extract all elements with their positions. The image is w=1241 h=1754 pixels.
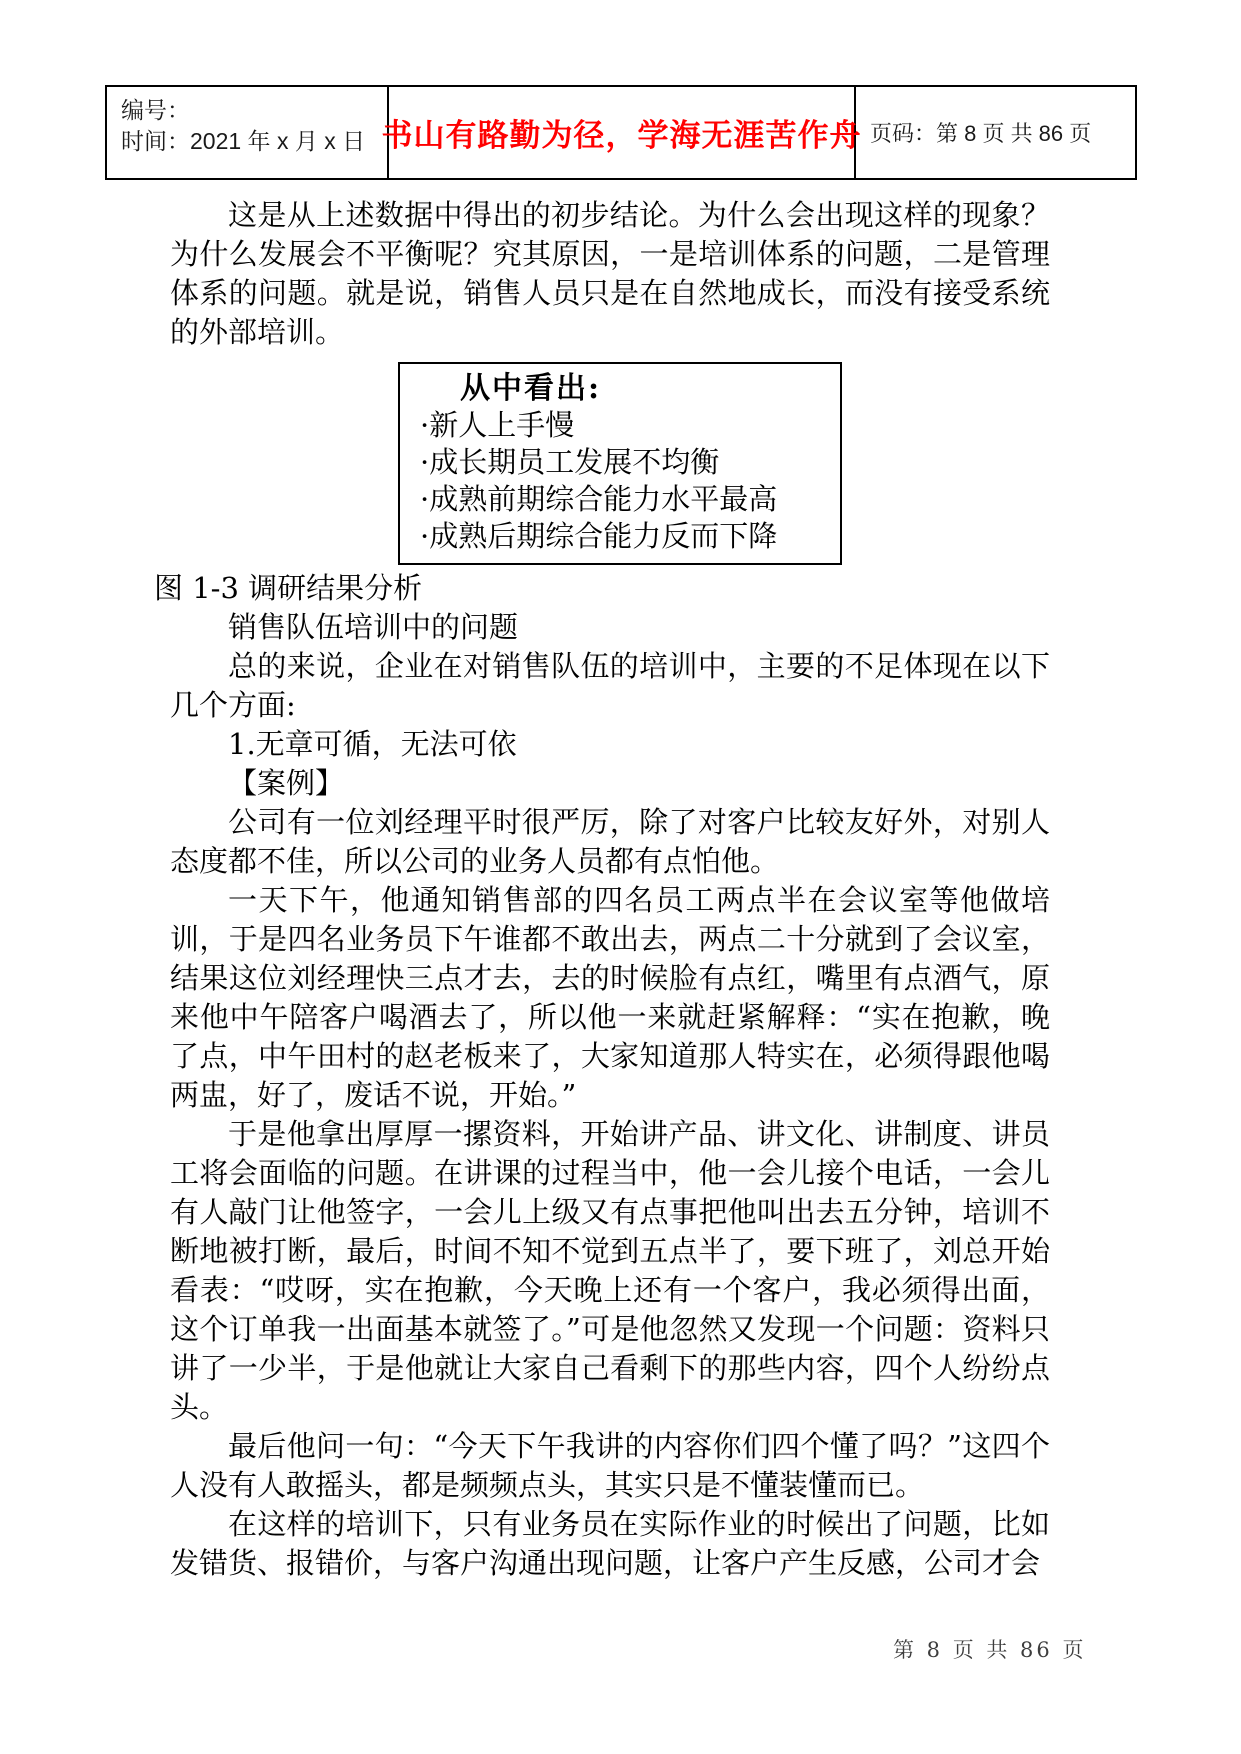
paragraph: 一天下午，他通知销售部的四名员工两点半在会议室等他做培训，于是四名业务员下午谁都不敢出去，两点二十分就到了会议室，结果这位刘经理快三点才去，去的时候脸有点红，嘴里有点酒气，原来他中午陪客户喝酒去了，所以他一来就赶紧解释：“实在抱歉，晚了点，中午田村的赵老板来了，大家知道那人特实在，必须得跟他喝两盅，好了，废话不说，开始。” — [170, 883, 1050, 1112]
footer-page-number: 第 8 页 共 86 页 — [893, 1638, 1087, 1662]
callout-bullet: ·成熟前期综合能力水平最高 — [420, 482, 778, 516]
page-footer — [893, 1634, 1086, 1664]
page-number-label: 页码：第 8 页 共 86 页 — [870, 121, 1092, 146]
section-subtitle: 销售队伍培训中的问题 — [228, 610, 519, 644]
list-item-heading: 1.无章可循，无法可依 — [228, 727, 517, 761]
header-cell-page — [856, 87, 1135, 178]
figure-caption: 图 1-3 调研结果分析 — [154, 571, 423, 605]
callout-title: 从中看出: — [460, 371, 602, 406]
document-number-label: 编号： — [121, 97, 190, 123]
document-body — [154, 196, 1050, 1583]
paragraph: 最后他问一句：“今天下午我讲的内容你们四个懂了吗？”这四个人没有人敢摇头，都是频频点头，其实只是不懂装懂而已。 — [170, 1429, 1050, 1502]
header-cell-meta — [107, 87, 387, 178]
callout-bullet: ·成熟后期综合能力反而下降 — [420, 519, 778, 553]
paragraph: 总的来说，企业在对销售队伍的培训中，主要的不足体现在以下几个方面: — [170, 649, 1050, 722]
document-time-label: 时间：2021 年 x 月 x 日 — [121, 128, 366, 154]
case-label: 【案例】 — [228, 766, 345, 800]
paragraph: 在这样的培训下，只有业务员在实际作业的时候出了问题，比如发错货、报错价，与客户沟通出现问题，让客户产生反感，公司才会 — [170, 1507, 1050, 1580]
figure-callout-box — [398, 362, 842, 565]
callout-bullet: ·成长期员工发展不均衡 — [420, 445, 720, 479]
paragraph-intro: 这是从上述数据中得出的初步结论。为什么会出现这样的现象？为什么发展会不平衡呢？究其原因，一是培训体系的问题，二是管理体系的问题。就是说，销售人员只是在自然地成长，而没有接受系统的外部培训。 — [170, 198, 1050, 349]
paragraph: 于是他拿出厚厚一摞资料，开始讲产品、讲文化、讲制度、讲员工将会面临的问题。在讲课的过程当中，他一会儿接个电话，一会儿有人敲门让他签字，一会儿上级又有点事把他叫出去五分钟，培训不断地被打断，最后，时间不知不觉到五点半了，要下班了，刘总开始看表：“哎呀，实在抱歉，今天晚上还有一个客户，我必须得出面，这个订单我一出面基本就签了。”可是他忽然又发现一个问题：资料只讲了一少半，于是他就让大家自己看剩下的那些内容，四个人纷纷点头。 — [170, 1117, 1050, 1424]
document-header-table — [105, 85, 1137, 180]
callout-bullet: ·新人上手慢 — [420, 408, 575, 442]
slogan-text: 书山有路勤为径，学海无涯苦作舟 — [381, 118, 862, 153]
header-cell-slogan — [381, 87, 862, 178]
paragraph: 公司有一位刘经理平时很严厉，除了对客户比较友好外，对别人态度都不佳，所以公司的业务人员都有点怕他。 — [170, 805, 1050, 878]
